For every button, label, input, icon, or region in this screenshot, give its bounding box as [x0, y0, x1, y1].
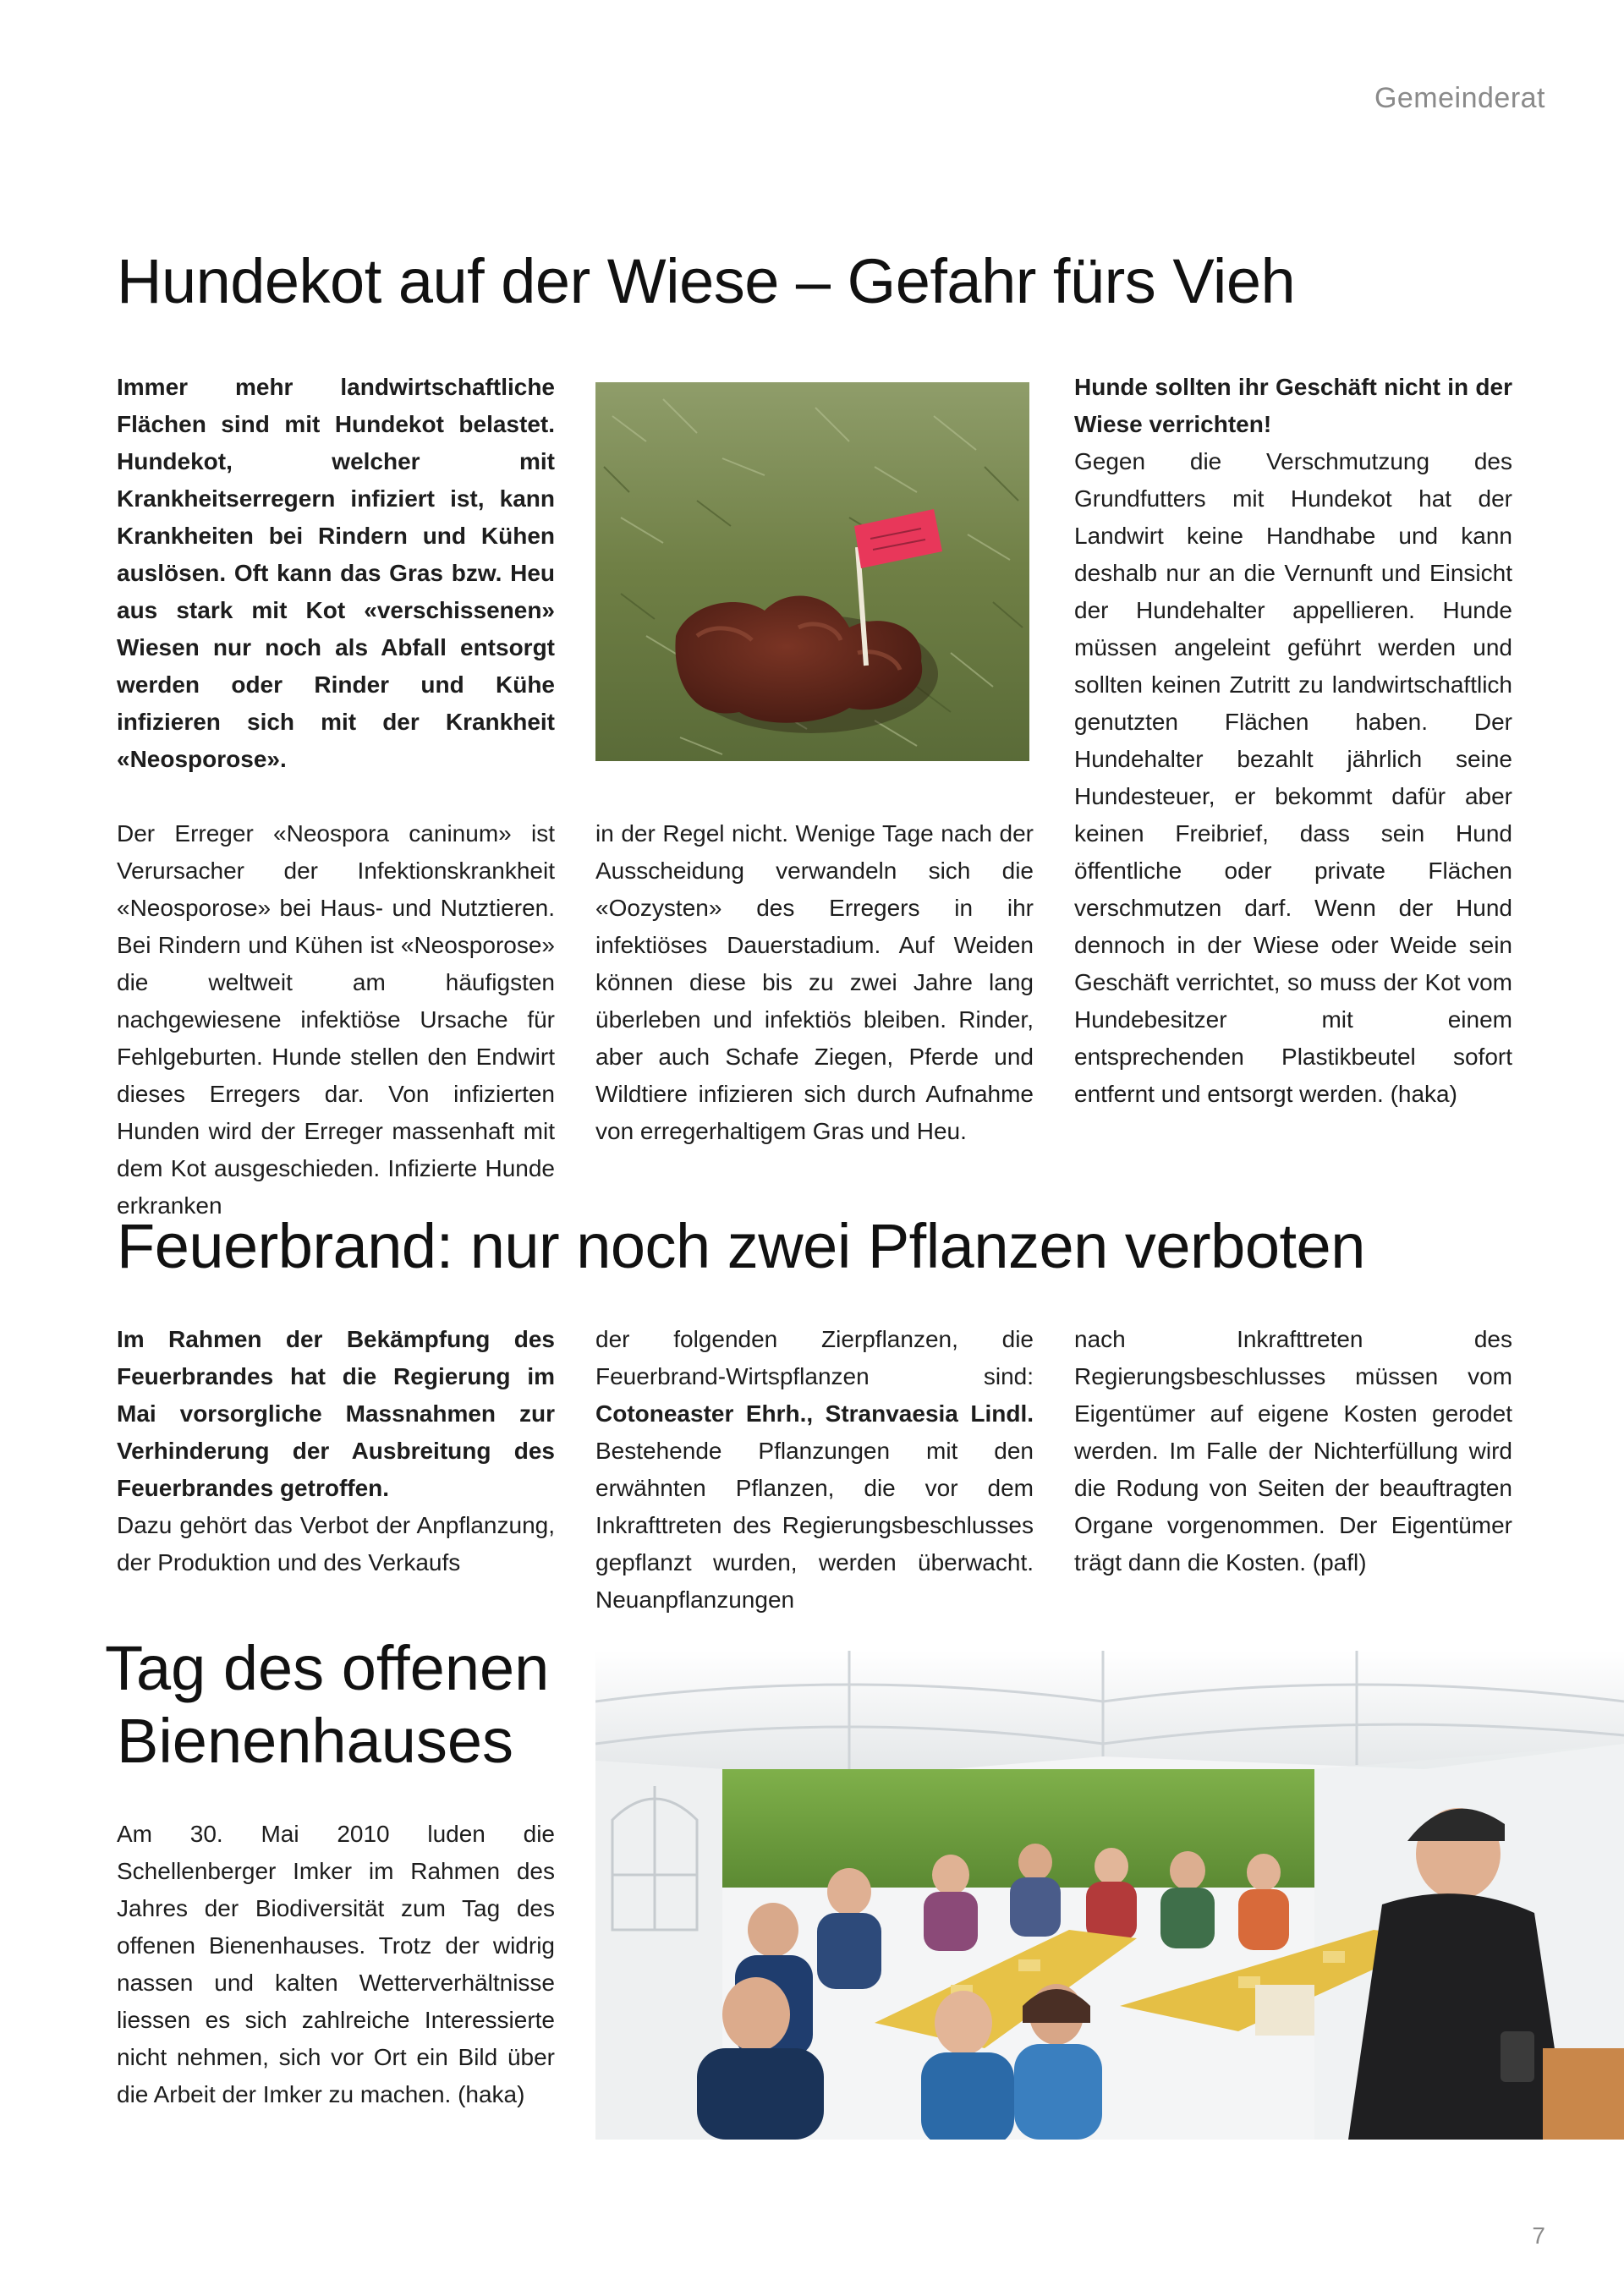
article2-column-1 — [117, 1321, 555, 1581]
article2-lead: Im Rahmen der Bekämpfung des Feuerbrandes hat die Regierung im Mai vorsorgliche Massnahmen zur Verhinderung der Ausbreitung des Feuerbrandes getroffen. — [117, 1326, 555, 1501]
page-number: 7 — [1532, 2222, 1545, 2249]
article2-body-2 — [595, 1321, 1034, 1619]
article3-body: Am 30. Mai 2010 luden die Schellenberger Imker im Rahmen des Jahres der Biodiversität zum Tag des offenen Bienenhauses. Trotz der widrig nassen und kalten Wetterverhältnisse liessen es sich zahlreiche Interessierte nicht nehmen, sich vor Ort ein Bild über die Arbeit der Imker zu machen. (haka) — [117, 1821, 555, 2107]
article2-column-2 — [595, 1321, 1034, 1619]
article1-lead: Immer mehr landwirtschaftliche Flächen sind mit Hundekot belastet. Hundekot, welcher mit Krankheitserregern infiziert ist, kann Krankheiten bei Rindern und Kühen auslösen. Oft kann das Gras bzw. Heu aus stark mit Kot «verschissenen» Wiesen nur noch als Abfall entsorgt werden oder Rinder und Kühe infizieren sich mit der Krankheit «Neosporose». — [117, 374, 555, 772]
article3-title-line-2: Bienenhauses — [117, 1706, 514, 1776]
article1-body-2: in der Regel nicht. Wenige Tage nach der Ausscheidung verwandeln sich die «Oozysten» des Erregers in ihr infektiöses Dauerstadium. Auf Weiden können diese bis zu zwei Jahre lang überleben und infektiös bleiben. Rinder, aber auch Schafe Ziegen, Pferde und Wildtiere infizieren sich durch Aufnahme von erregerhaltigem Gras und Heu. — [595, 820, 1034, 1144]
article2-body-2-post: Bestehende Pflanzungen mit den erwähnten Pflanzen, die vor dem Inkrafttreten des Regierungsbeschlusses gepflanzt wurden, werden überwacht. Neuanpflanzungen — [595, 1438, 1034, 1613]
article1-body-1: Der Erreger «Neospora caninum» ist Verursacher der Infektionskrankheit «Neosporose» bei Haus- und Nutztieren. Bei Rindern und Kühen ist «Neosporose» die weltweit am häufigsten nachgewiesene infektiöse Ursache für Fehlgeburten. Hunde stellen den Endwirt dieses Erregers dar. Von infizierten Hunden wird der Erreger massenhaft mit dem Kot ausgeschieden. Infizierte Hunde erkranken — [117, 820, 555, 1219]
article-title-bienenhaus — [105, 1632, 549, 1778]
article1-body-3: Gegen die Verschmutzung des Grundfutters mit Hundekot hat der Landwirt keine Handhabe und kann deshalb nur an die Vernunft und Einsicht der Hundehalter appellieren. Hunde müssen angeleint geführt werden und sollten keinen Zutritt zu landwirtschaftlich genutzten Flächen haben. Der Hundehalter bezahlt jährlich seine Hundesteuer, er bekommt dafür aber keinen Freibrief, dass sein Hund öffentliche oder private Flächen verschmutzen darf. Wenn der Hund dennoch in der Wiese oder Weide sein Geschäft verrichtet, so muss der Kot vom Hundebesitzer mit einem entsprechenden Plastikbeutel sofort entfernt und entsorgt werden. (haka) — [1074, 448, 1512, 1107]
article2-body-3: nach Inkrafttreten des Regierungsbeschlusses müssen vom Eigentümer auf eigene Kosten gerodet werden. Im Falle der Nichterfüllung wird die Rodung von Seiten der beauftragten Organe vorgenommen. Der Eigentümer trägt dann die Kosten. (pafl) — [1074, 1326, 1512, 1575]
article1-column-2 — [595, 815, 1034, 1150]
article1-column-3 — [1074, 369, 1512, 1113]
article3-title-line-1: Tag des offenen — [105, 1633, 550, 1703]
article2-body-1: Dazu gehört das Verbot der Anpflanzung, der Produktion und des Verkaufs — [117, 1512, 555, 1575]
article1-column-1 — [117, 369, 555, 1225]
article2-column-3 — [1074, 1321, 1512, 1581]
article-title-feuerbrand: Feuerbrand: nur noch zwei Pflanzen verboten — [117, 1211, 1365, 1281]
photo-beekeepers-tent — [595, 1651, 1624, 2140]
article-title-hundekot: Hundekot auf der Wiese – Gefahr fürs Vieh — [117, 246, 1296, 316]
section-label: Gemeinderat — [1374, 82, 1545, 114]
article2-body-2-pre: der folgenden Zierpflanzen, die Feuerbrand-Wirtspflanzen sind: — [595, 1326, 1034, 1389]
article1-subhead: Hunde sollten ihr Geschäft nicht in der Wiese verrichten! — [1074, 374, 1512, 437]
photo-dog-feces-flag — [595, 382, 1029, 761]
article3-column — [117, 1816, 555, 2113]
article2-plant-names: Cotoneaster Ehrh., Stranvaesia Lindl. — [595, 1400, 1034, 1427]
